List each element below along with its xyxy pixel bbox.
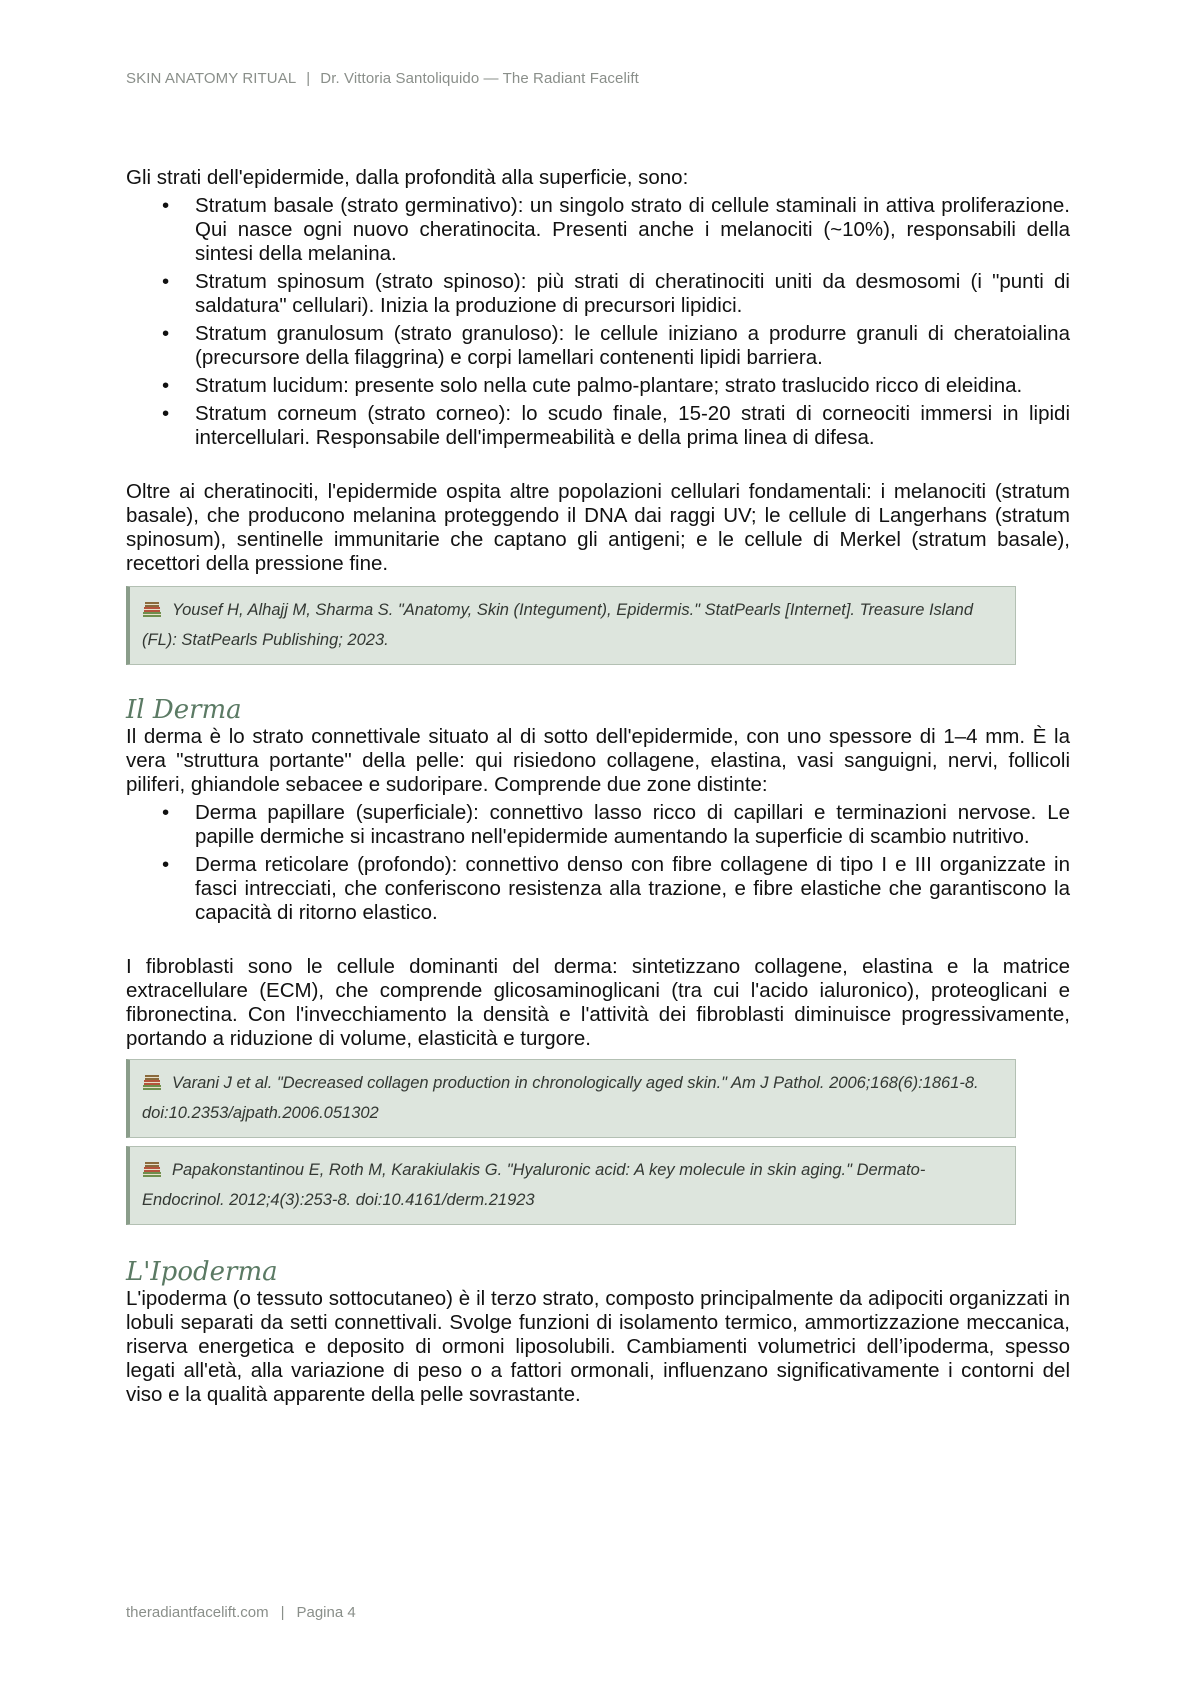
- epidermis-intro: Gli strati dell'epidermide, dalla profondità alla superficie, sono:: [126, 166, 689, 189]
- header-brand: SKIN ANATOMY RITUAL: [126, 70, 297, 87]
- epidermis-layer-list: [126, 194, 1070, 450]
- reference-box: [126, 586, 1016, 665]
- bullet-icon: •: [162, 194, 170, 217]
- list-item-text: Stratum corneum (strato corneo): lo scudo finale, 15-20 strati di corneociti immersi in lipidi intercellulari. Responsabile dell'impermeabilità e della prima linea di difesa.: [195, 402, 1070, 449]
- bullet-icon: •: [162, 402, 170, 425]
- footer-separator: |: [280, 1604, 285, 1621]
- books-icon: [142, 1158, 162, 1176]
- bullet-icon: •: [162, 322, 170, 345]
- list-item-text: Stratum spinosum (strato spinoso): più strati di cheratinociti uniti da desmosomi (i "punti di saldatura" cellulari). Inizia la produzione di precursori lipidici.: [195, 270, 1070, 317]
- list-item: [126, 853, 1070, 925]
- list-item: [126, 270, 1070, 318]
- list-item: [126, 322, 1070, 370]
- list-item: [126, 374, 1070, 398]
- header-subtitle: Dr. Vittoria Santoliquido — The Radiant Facelift: [320, 70, 639, 87]
- list-item: [126, 194, 1070, 266]
- reference-box: [126, 1146, 1016, 1225]
- bullet-icon: •: [162, 270, 170, 293]
- derma-intro: Il derma è lo strato connettivale situato al di sotto dell'epidermide, con uno spessore di 1–4 mm. È la vera "struttura portante" della pelle: qui risiedono collagene, elastina, vasi sanguigni, nervi, follicoli piliferi, ghiandole sebacee e sudoripare. Comprende due zone distinte:: [126, 725, 1070, 796]
- fibroblasts-paragraph: I fibroblasti sono le cellule dominanti del derma: sintetizzano collagene, elastina e la matrice extracellulare (ECM), che comprende glicosaminoglicani (tra cui l'acido ialuronico), proteoglicani e fibronectina. Con l'invecchiamento la densità e l'attività dei fibroblasti diminuisce progressivamente, portando a riduzione di volume, elasticità e turgore.: [126, 955, 1070, 1050]
- reference-text: Papakonstantinou E, Roth M, Karakiulakis G. "Hyaluronic acid: A key molecule in skin aging." Dermato-Endocrinol. 2012;4(3):253-8. doi:10.4161/derm.21923: [142, 1161, 926, 1209]
- reference-box: [126, 1059, 1016, 1138]
- ipoderma-paragraph: L'ipoderma (o tessuto sottocutaneo) è il terzo strato, composto principalmente da adipociti organizzati in lobuli separati da setti connettivali. Svolge funzioni di isolamento termico, ammortizzazione meccanica, riserva energetica e deposito di ormoni liposolubili. Cambiamenti volumetrici dell’ipoderma, spesso legati all'età, alla variazione di peso o a fattori ormonali, influenzano significativamente i contorni del viso e la qualità apparente della pelle sovrastante.: [126, 1287, 1070, 1406]
- reference-text: Varani J et al. "Decreased collagen production in chronologically aged skin." Am J Pathol. 2006;168(6):1861-8. doi:10.2353/ajpath.2006.051302: [142, 1074, 979, 1122]
- list-item-text: Derma reticolare (profondo): connettivo denso con fibre collagene di tipo I e III organizzate in fasci intrecciati, che conferiscono resistenza alla trazione, e fibre elastiche che garantiscono la capacità di ritorno elastico.: [195, 853, 1070, 924]
- list-item-text: Derma papillare (superficiale): connettivo lasso ricco di capillari e terminazioni nervose. Le papille dermiche si incastrano nell'epidermide aumentando la superficie di scambio nutritivo.: [195, 801, 1070, 848]
- reference-text: Yousef H, Alhajj M, Sharma S. "Anatomy, Skin (Integument), Epidermis." StatPearls [Internet]. Treasure Island (FL): StatPearls Publishing; 2023.: [142, 601, 973, 649]
- list-item-text: Stratum lucidum: presente solo nella cute palmo-plantare; strato traslucido ricco di eleidina.: [195, 374, 1023, 397]
- bullet-icon: •: [162, 374, 170, 397]
- bullet-icon: •: [162, 853, 170, 876]
- footer-site-link[interactable]: theradiantfacelift.com: [126, 1604, 269, 1621]
- header-separator: |: [306, 70, 311, 87]
- section-title-derma: Il Derma: [126, 695, 242, 725]
- main-content: [126, 166, 1070, 1407]
- page-number: Pagina 4: [296, 1604, 356, 1621]
- page-footer: [126, 1604, 356, 1621]
- derma-zone-list: [126, 801, 1070, 925]
- list-item-text: Stratum basale (strato germinativo): un singolo strato di cellule staminali in attiva proliferazione. Qui nasce ogni nuovo cheratinocita. Presenti anche i melanociti (~10%), responsabili della sintesi della melanina.: [195, 194, 1070, 265]
- books-icon: [142, 1071, 162, 1089]
- list-item: [126, 801, 1070, 849]
- epidermis-cells-paragraph: Oltre ai cheratinociti, l'epidermide ospita altre popolazioni cellulari fondamentali: i melanociti (stratum basale), che producono melanina proteggendo il DNA dai raggi UV; le cellule di Langerhans (stratum spinosum), sentinelle immunitarie che captano gli antigeni; e le cellule di Merkel (stratum basale), recettori della pressione fine.: [126, 480, 1070, 575]
- bullet-icon: •: [162, 801, 170, 824]
- list-item-text: Stratum granulosum (strato granuloso): le cellule iniziano a produrre granuli di cheratoialina (precursore della filaggrina) e corpi lamellari contenenti lipidi barriera.: [195, 322, 1070, 369]
- running-header: [126, 70, 639, 87]
- section-title-ipoderma: L'Ipoderma: [126, 1257, 278, 1287]
- books-icon: [142, 598, 162, 616]
- list-item: [126, 402, 1070, 450]
